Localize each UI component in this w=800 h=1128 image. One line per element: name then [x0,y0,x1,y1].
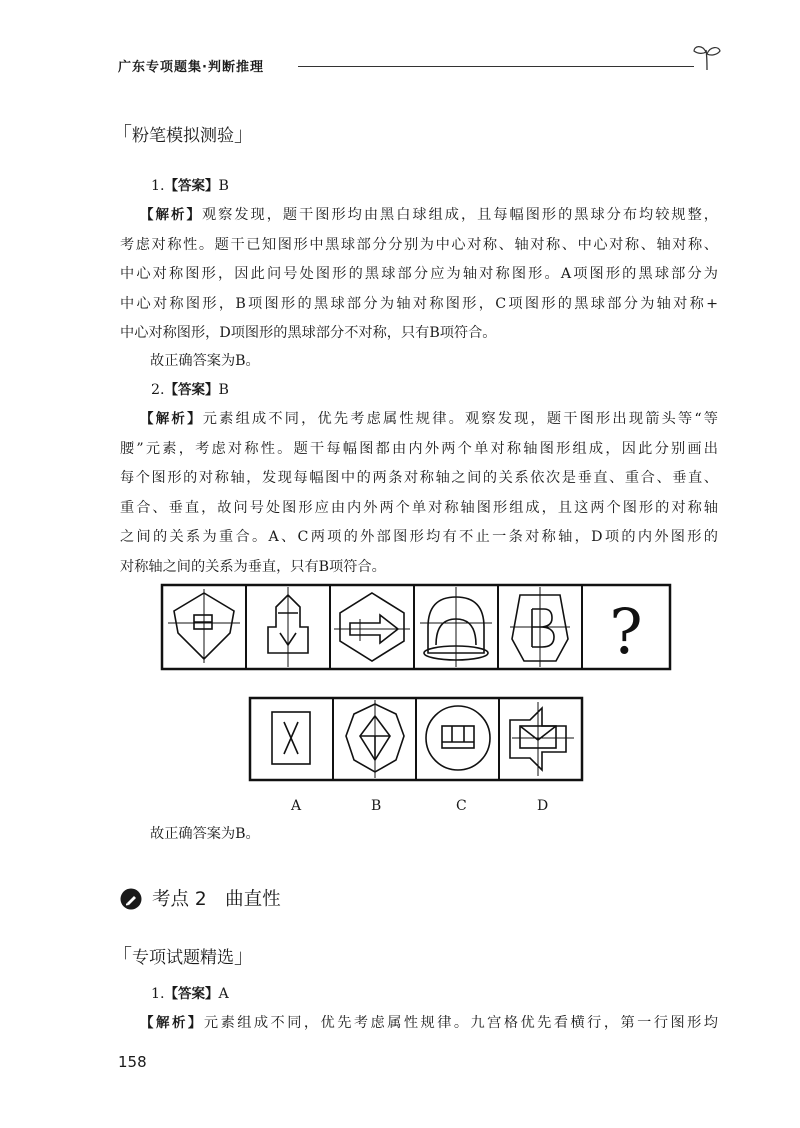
q2-answer-line: 2.【答案】B [151,382,229,398]
page-number: 158 [118,1053,147,1071]
question-mark: ? [609,595,643,668]
q2-option-figures [248,696,584,782]
option-label-d: D [537,798,549,814]
q3-answer-line: 1.【答案】A [151,986,229,1002]
section-title-mock-test: 「粉笔模拟测验」 [112,122,254,146]
option-label-c: C [456,798,467,814]
option-label-b: B [371,798,382,814]
q1-answer-line: 1.【答案】B [151,178,229,194]
section-title-selected-questions: 「专项试题精选」 [112,944,254,968]
option-labels [0,798,800,818]
header-rule [298,66,694,67]
option-label-a: A [291,798,302,814]
q1-conclusion: 故正确答案为B。 [150,353,260,369]
sprout-icon [690,42,724,72]
q3-analysis: 【解析】元素组成不同，优先考虑属性规律。九宫格优先看横行，第一行图形均 [140,1015,718,1031]
q2-conclusion: 故正确答案为B。 [150,826,260,842]
running-header: 广东专项题集·判断推理 [118,60,264,75]
q2-analysis: 【解析】元素组成不同，优先考虑属性规律。观察发现，题干图形出现箭头等“等 腰”元素，考虑对称性。题干每幅图都由内外两个单对称轴图形组成，因此分别画出 每个图形的对称轴，发现每幅图中的两条对称轴之间的关系依次是垂直、重合、垂直、 重合、垂直，故问号处图形应由内外两个单对称轴图形组成，且这两个图形的对称轴 之间的关系为重合。A、C两项的外部图形均有不止一条对称轴，D项的内外图形的 对称轴之间的关系为垂直，只有B项符合。 [120,411,718,575]
q2-question-figures [160,583,672,671]
pen-circle-icon [120,888,142,910]
kaodian-title: 考点 2 曲直性 [152,889,281,910]
q1-analysis: 【解析】观察发现，题干图形均由黑白球组成，且每幅图形的黑球分布均较规整， 考虑对称性。题干已知图形中黑球部分分别为中心对称、轴对称、中心对称、轴对称、 中心对称图形，因此问号处图形的黑球部分应为轴对称图形。A项图形的黑球部分为 中心对称图形，B项图形的黑球部分为轴对称图形，C项图形的黑球部分为轴对称+ 中心对称图形，D项图形的黑球部分不对称，只有B项符合。 [120,207,718,341]
